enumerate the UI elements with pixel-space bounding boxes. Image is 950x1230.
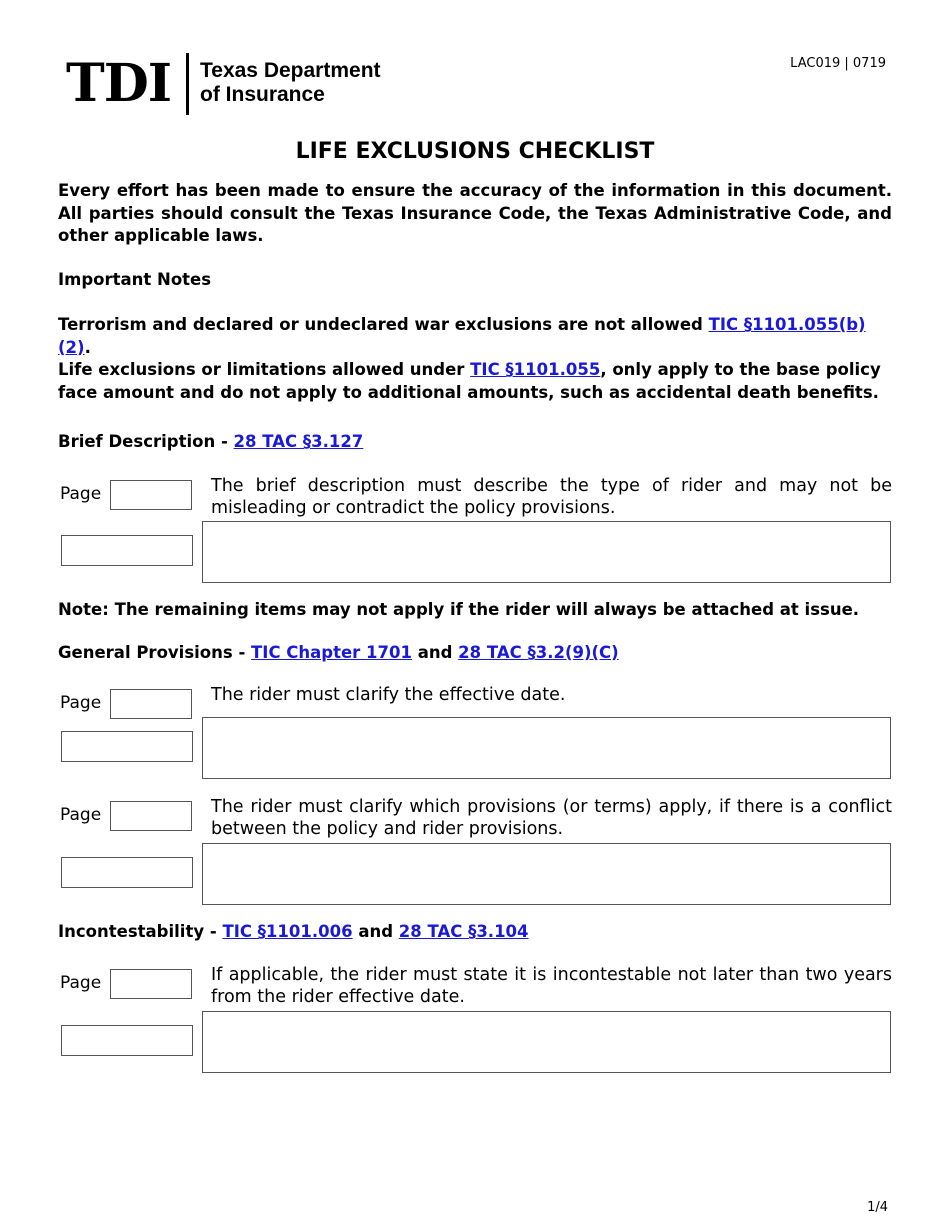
brief-requirement: The brief description must describe the type of rider and may not be misleading or contradict the policy provisions. [211,476,892,518]
important-note-2 [58,359,892,404]
inc-requirement: If applicable, the rider must state it is incontestable not later than two years from the rider effective date. [211,965,892,1007]
tdi-logo: TDI [66,53,172,114]
page-title: LIFE EXCLUSIONS CHECKLIST [295,139,655,164]
inc-page-input[interactable] [110,969,192,999]
agency-name-line1: Texas Department [200,59,381,82]
gp2-check-input[interactable] [61,857,193,888]
gp2-comment-input[interactable] [202,843,891,905]
note1-text: Terrorism and declared or undeclared war exclusions are not allowed [58,315,709,334]
remaining-items-note: Note: The remaining items may not apply if the rider will always be attached at issue. [58,600,860,619]
incontestability-heading [58,921,892,944]
incontestability-and: and [352,922,399,941]
note1-end: . [84,337,91,357]
gp1-check-input[interactable] [61,731,193,762]
brief-check-input[interactable] [61,535,193,566]
brief-description-label: Brief Description - [58,432,234,451]
general-provisions-link-2[interactable]: 28 TAC §3.2(9)(C) [458,643,619,662]
note2-link[interactable]: TIC §1101.055 [470,360,601,379]
gp1-requirement: The rider must clarify the effective date. [211,685,566,705]
general-provisions-label: General Provisions - [58,643,252,662]
general-provisions-heading [58,642,892,665]
brief-comment-input[interactable] [202,521,891,583]
brief-description-link[interactable]: 28 TAC §3.127 [233,432,364,451]
inc-page-label: Page [60,973,102,993]
gp2-page-input[interactable] [110,801,192,831]
page-number: 1/4 [867,1200,888,1215]
note2-post: , only apply to the base policy face amount and do not apply to additional amounts, such as accidental death benefits. [58,360,881,402]
important-note-1 [58,314,892,359]
brief-description-heading [58,431,892,454]
gp2-page-label: Page [60,805,102,825]
inc-comment-input[interactable] [202,1011,891,1073]
important-notes-heading: Important Notes [58,270,212,289]
logo-divider [186,53,189,115]
incontestability-link-1[interactable]: TIC §1101.006 [222,922,353,941]
gp1-page-input[interactable] [110,689,192,719]
note1-link[interactable]: TIC §1101.055(b)(2) [58,315,866,357]
gp1-page-label: Page [60,693,102,713]
disclaimer: Every effort has been made to ensure the accuracy of the information in this document. All parties should consult the Texas Insurance Code, the Texas Administrative Code, and other applicable laws. [58,181,892,245]
brief-page-label: Page [60,484,102,504]
brief-page-input[interactable] [110,480,192,510]
agency-name [200,59,381,107]
note2-pre: Life exclusions or limitations allowed under [58,360,471,379]
form-code: LAC019 | 0719 [790,56,886,71]
gp1-comment-input[interactable] [202,717,891,779]
gp2-requirement: The rider must clarify which provisions (or terms) apply, if there is a conflict between the policy and rider provisions. [211,797,892,839]
agency-name-line2: of Insurance [200,83,325,106]
incontestability-link-2[interactable]: 28 TAC §3.104 [398,922,529,941]
general-provisions-and: and [411,643,459,662]
incontestability-label: Incontestability - [58,922,223,941]
inc-check-input[interactable] [61,1025,193,1056]
general-provisions-link-1[interactable]: TIC Chapter 1701 [251,643,412,662]
